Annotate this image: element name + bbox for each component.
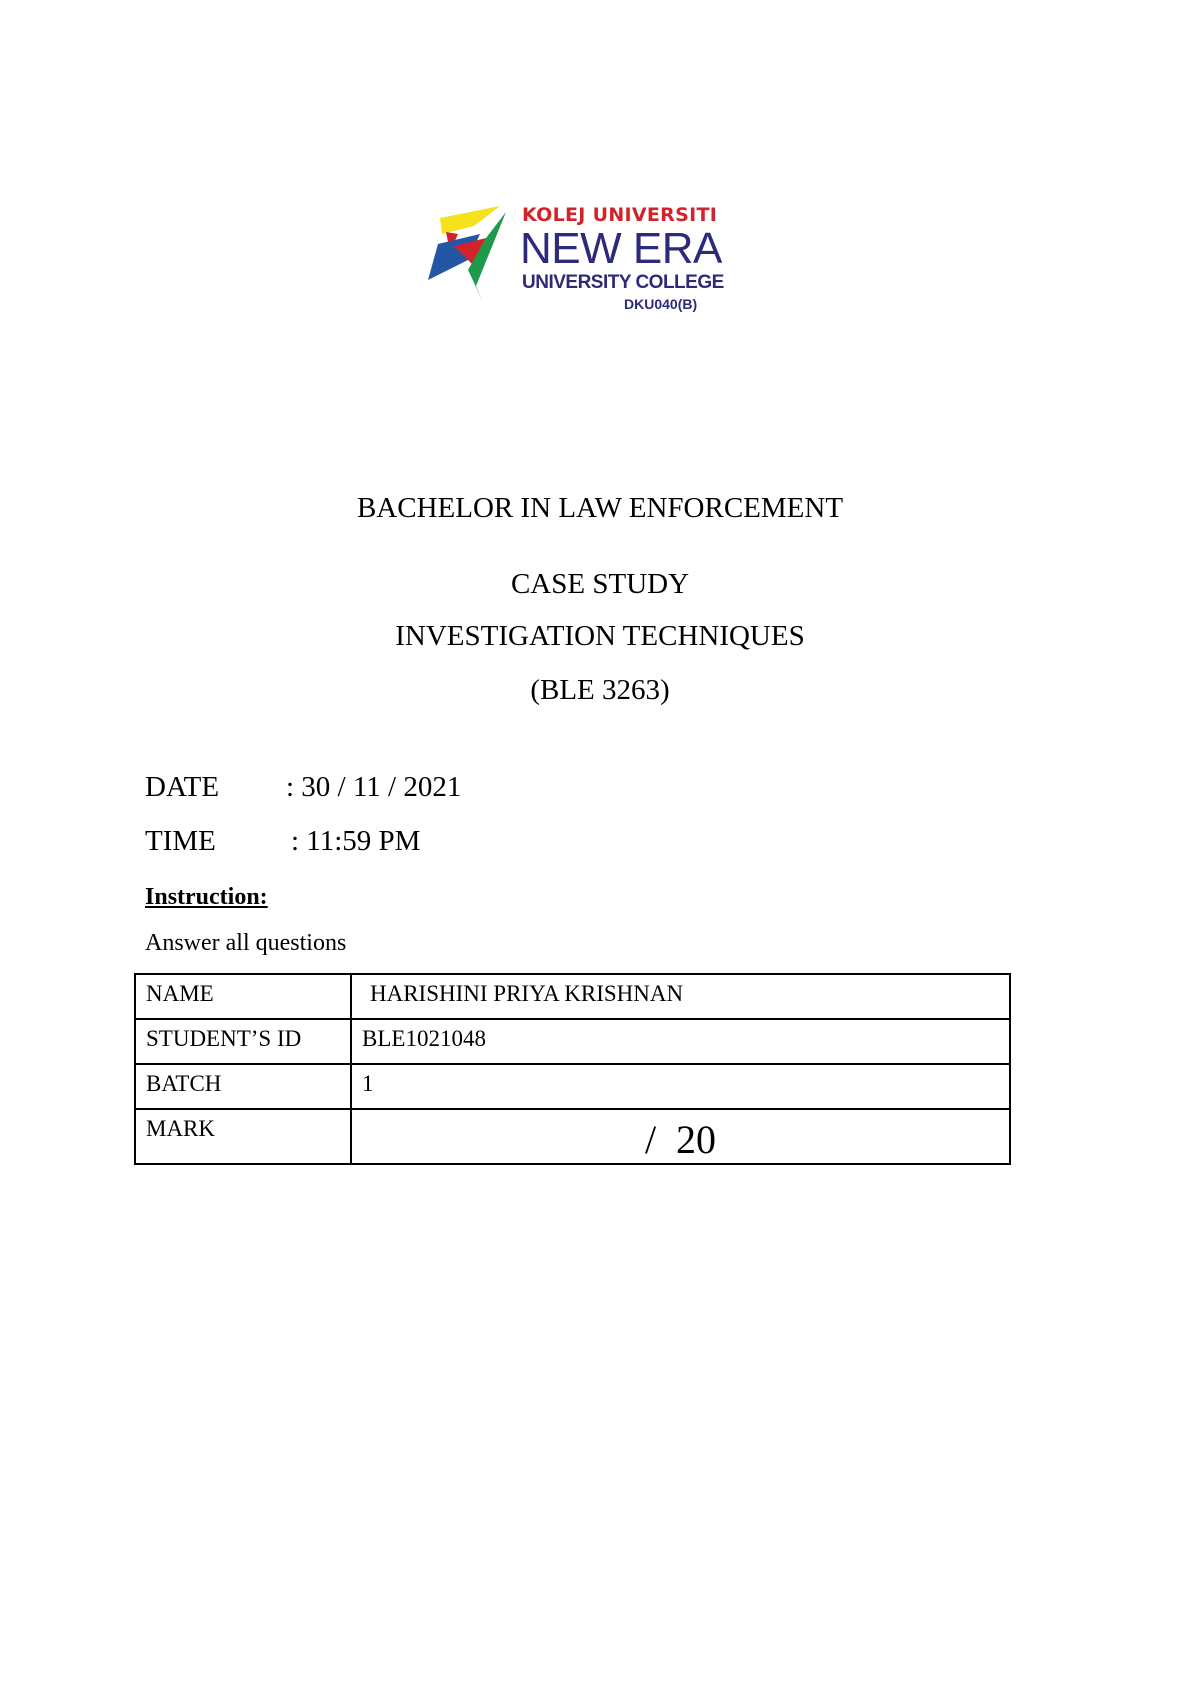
mark-value: / 20 [644, 1117, 717, 1162]
instruction-title: Instruction: [145, 884, 268, 910]
course-code: (BLE 3263) [530, 674, 670, 706]
student-id-value: BLE1021048 [351, 1019, 1010, 1064]
date-value: : 30 / 11 / 2021 [286, 771, 462, 803]
instruction-text: Answer all questions [145, 930, 347, 956]
name-value: HARISHINI PRIYA KRISHNAN [351, 974, 1010, 1019]
logo-text-university-college: UNIVERSITY COLLEGE [522, 272, 724, 293]
logo-emblem-icon [428, 200, 518, 300]
time-label: TIME [145, 825, 216, 857]
date-label: DATE [145, 771, 220, 803]
table-row [135, 974, 1010, 1019]
student-id-label: STUDENT’S ID [135, 1019, 351, 1064]
table-row [135, 1064, 1010, 1109]
table-row [135, 1109, 1010, 1164]
name-label: NAME [135, 974, 351, 1019]
logo-text-new-era: NEW ERA [520, 224, 722, 273]
logo-text-kolej-universiti: KOLEJ UNIVERSITI [522, 204, 718, 226]
mark-label: MARK [135, 1109, 351, 1164]
batch-label: BATCH [135, 1064, 351, 1109]
university-logo [428, 200, 724, 315]
assessment-type: CASE STUDY [510, 568, 690, 600]
batch-value: 1 [351, 1064, 1010, 1109]
table-row [135, 1019, 1010, 1064]
program-title: BACHELOR IN LAW ENFORCEMENT [356, 492, 844, 524]
time-value: : 11:59 PM [291, 825, 421, 857]
logo-text-registration: DKU040(B) [624, 296, 698, 312]
mark-value-cell [351, 1109, 1010, 1164]
course-title: INVESTIGATION TECHNIQUES [395, 620, 805, 652]
student-info-table [134, 973, 1011, 1165]
